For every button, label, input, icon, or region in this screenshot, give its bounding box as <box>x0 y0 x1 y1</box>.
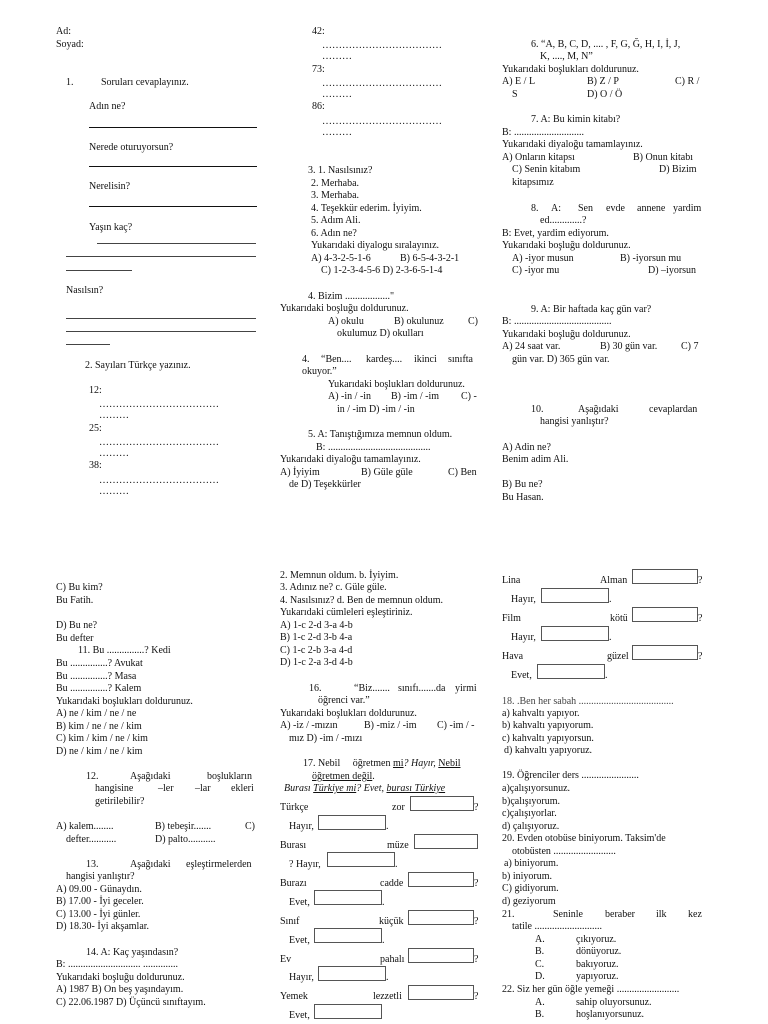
q21-option-a[interactable]: çıkıyoruz. <box>576 934 617 945</box>
q3-line: 4. Teşekkür ederim. İyiyim. <box>311 203 422 214</box>
q19-option-d[interactable]: d) çalışıyoruz. <box>502 821 560 832</box>
q13-number: 13. <box>86 859 99 870</box>
q5-answer-blank[interactable]: B: ......................................... <box>316 442 431 453</box>
fill-box[interactable] <box>314 928 382 943</box>
q1-item-where: Nerede oturuyorsun? <box>89 142 174 153</box>
q1-item-name: Adın ne? <box>89 101 126 112</box>
answer-line[interactable] <box>66 256 256 257</box>
q20-head: 20. Evden otobüse biniyorum. Taksim'de <box>502 833 666 844</box>
q10-option-a[interactable]: A) Adin ne? <box>502 442 551 453</box>
q17-text: öğretmen <box>352 758 391 769</box>
q21-number: 21. <box>502 909 515 920</box>
q3-line: 3. Merhaba. <box>311 190 360 201</box>
dotted-answer[interactable]: ……… <box>99 486 129 497</box>
q5-instruction: Yukarıdaki diyaloğu tamamlayınız. <box>280 454 421 465</box>
q4-option-c[interactable]: C) <box>468 316 478 327</box>
fill-box[interactable] <box>314 1004 382 1019</box>
period: . <box>609 632 612 643</box>
q13-text: eşleştirmelerden <box>186 859 252 870</box>
fill-box[interactable] <box>410 796 474 811</box>
q4b-option-a[interactable]: A) -in / -in <box>328 391 372 402</box>
q12-number: 12. <box>86 771 99 782</box>
q14-instruction: Yukarıdaki boşluğu doldurunuz. <box>56 972 185 983</box>
q20-option-c[interactable]: C) gidiyorum. <box>502 883 559 894</box>
q17-text: Türkiye mi <box>313 783 357 794</box>
q8-option-d[interactable]: D) –iyorsun <box>648 265 697 276</box>
q7-head: 7. A: Bu kimin kitabı? <box>531 114 621 125</box>
q11-option-b[interactable]: B) kim / ne / ne / kim <box>56 721 142 732</box>
dotted-answer[interactable]: ……… <box>322 89 352 100</box>
q17-row-adj: pahalı <box>380 954 405 965</box>
q2-num-73: 73: <box>312 64 325 75</box>
q21-option-b[interactable]: dönüyoruz. <box>576 946 622 957</box>
fill-row-adj: Alman <box>600 575 628 586</box>
q8-text: ed.............? <box>540 215 587 226</box>
q2-num-25: 25: <box>89 423 102 434</box>
q19-head: 19. Öğrenciler ders ....................... <box>502 770 639 781</box>
q3-option-b[interactable]: B) 6-5-4-3-2-1 <box>400 253 460 264</box>
q17-row-word: Ev <box>280 954 292 965</box>
q13-text: hangisi yanlıştır? <box>66 871 135 882</box>
q17-row-reply: ? Hayır, <box>289 859 321 870</box>
q21-text: kez <box>688 909 702 920</box>
q11-option-c[interactable]: C) kim / kim / ne / kim <box>56 733 148 744</box>
q18-option-a[interactable]: a) kahvaltı yapıyor. <box>502 708 580 719</box>
q3-instruction: Yukarıdaki diyalogu sıralayınız. <box>311 240 440 251</box>
q10-option-b[interactable]: B) Bu ne? <box>502 479 543 490</box>
q12-option-d[interactable]: D) palto........... <box>155 834 216 845</box>
q2-title: 2. Sayıları Türkçe yazınız. <box>85 360 191 371</box>
q3-line: 2. Merhaba. <box>311 178 360 189</box>
q17-text: burası Türkiye <box>386 783 446 794</box>
q17-row-word: Burazı <box>280 878 307 889</box>
q1-title: Soruları cevaplayınız. <box>101 77 189 88</box>
answer-line[interactable] <box>97 243 256 244</box>
q9-instruction: Yukarıdaki boşluğu doldurunuz. <box>502 329 631 340</box>
q6-option-d[interactable]: D) O / Ö <box>587 89 623 100</box>
answer-line[interactable] <box>66 318 256 319</box>
q16-text: yirmi <box>455 683 477 694</box>
q16-options-cd[interactable]: mız D) -im / -mızı <box>289 733 363 744</box>
q10-option-d: D) Bu ne? <box>56 620 98 631</box>
q13-option-d[interactable]: D) 18.30- İyi akşamlar. <box>56 921 150 932</box>
q6-head: 6. “A, B, C, D, .... , F, G, Ğ, H, I, İ, J, <box>531 39 681 50</box>
q16-text: öğrenci var.” <box>318 695 370 706</box>
q1-item-age: Yaşın kaç? <box>89 222 133 233</box>
question-mark: ? <box>474 878 479 889</box>
q12-text: Aşağıdaki <box>130 771 171 782</box>
q18-option-d[interactable]: d) kahvaltı yapıyoruz. <box>504 745 593 756</box>
period: . <box>605 670 608 681</box>
q4-head: 4. Bizim .................." <box>308 291 395 302</box>
answer-line[interactable] <box>66 331 256 332</box>
q11-head: 11. Bu ...............? Kedi <box>78 645 171 656</box>
q17-row-adj: zor <box>392 802 405 813</box>
q4b-option-b[interactable]: B) -im / -im <box>391 391 440 402</box>
q4b-options-cd[interactable]: in / -im D) -im / -in <box>337 404 415 415</box>
q15-line: 3. Adınız ne? c. Güle güle. <box>280 582 387 593</box>
q10-option-a-answer: Benim adim Ali. <box>502 454 569 465</box>
fill-box[interactable] <box>632 569 698 584</box>
q10-text: Aşağıdaki <box>578 404 619 415</box>
question-mark: ? <box>698 613 703 624</box>
fill-box[interactable] <box>408 948 474 963</box>
q22-option-b[interactable]: hoşlanıyorsunuz. <box>576 1009 645 1020</box>
q8-instruction: Yukarıdaki boşluğu doldurunuz. <box>502 240 631 251</box>
q17-row-word: Türkçe <box>280 802 309 813</box>
q21-option-d[interactable]: yapıyoruz. <box>576 971 619 982</box>
question-mark: ? <box>474 916 479 927</box>
q17-text: 17. Nebil <box>303 758 341 769</box>
q14-options-ab[interactable]: A) 1987 B) On beş yaşındayım. <box>56 984 184 995</box>
q21-text: Seninle <box>553 909 583 920</box>
q12-text: getirilebilir? <box>95 796 145 807</box>
q8-text: annene <box>637 203 666 214</box>
q8-option-a[interactable]: A) -iyor musun <box>512 253 574 264</box>
q15-option-c[interactable]: C) 1-c 2-b 3-a 4-d <box>280 645 353 656</box>
q16-instruction: Yukarıdaki boşlukları doldurunuz. <box>280 708 417 719</box>
q5-options-cd[interactable]: de D) Teşekkürler <box>289 479 361 490</box>
q21-text: tatile ........................... <box>512 921 602 932</box>
q16-option-c[interactable]: C) -im / - <box>437 720 475 731</box>
q4b-text: okuyor.” <box>302 366 337 377</box>
fill-box[interactable] <box>414 834 478 849</box>
q10-option-b-answer: Bu Hasan. <box>502 492 544 503</box>
q1-item-how: Nasılsın? <box>66 285 104 296</box>
q11-instruction: Yukarıdaki boşlukları doldurunuz. <box>56 696 193 707</box>
q15-line: 2. Memnun oldum. b. İyiyim. <box>280 570 399 581</box>
q11-line: Bu ...............? Kalem <box>56 683 142 694</box>
q11-line: Bu ...............? Avukat <box>56 658 143 669</box>
q17-row-reply: Evet, <box>289 1010 310 1021</box>
fill-box[interactable] <box>408 872 474 887</box>
name-label: Ad: <box>56 26 71 37</box>
q5-head: 5. A: Tanıştığımıza memnun oldum. <box>308 429 453 440</box>
q16-number: 16. <box>309 683 322 694</box>
q17-text: ? Evet, <box>356 783 384 794</box>
q3-option-a[interactable]: A) 4-3-2-5-1-6 <box>311 253 371 264</box>
q16-text: sınıfı.......da <box>398 683 446 694</box>
question-mark: ? <box>474 991 479 1002</box>
dotted-answer[interactable]: ……………………………… <box>99 437 219 448</box>
q8-option-c[interactable]: C) -iyor mu <box>512 265 560 276</box>
dotted-answer[interactable]: ……… <box>99 410 129 421</box>
q20-head-cont: otobüsten ......................... <box>512 846 616 857</box>
q8-text: yardim <box>673 203 702 214</box>
fill-box[interactable] <box>318 966 386 981</box>
q13-option-a[interactable]: A) 09.00 - Günaydın. <box>56 884 142 895</box>
period: . <box>382 935 385 946</box>
q10-option-d-answer: Bu defter <box>56 633 94 644</box>
q21-text: ilk <box>656 909 667 920</box>
q12-text: –ler <box>158 783 174 794</box>
q7-answer-blank[interactable]: B: ............................ <box>502 127 584 138</box>
q11-line: Bu ...............? Masa <box>56 671 137 682</box>
fill-row-word: Lina <box>502 575 521 586</box>
q13-option-b[interactable]: B) 17.00 - İyi geceler. <box>56 896 144 907</box>
dotted-answer[interactable]: ……………………………… <box>322 116 442 127</box>
q12-option-b[interactable]: B) tebeşir....... <box>155 821 212 832</box>
period: . <box>395 859 398 870</box>
fill-row-adj: güzel <box>607 651 629 662</box>
q3-line: 5. Adım Ali. <box>311 215 361 226</box>
answer-line[interactable] <box>66 270 132 271</box>
q8-text: A: <box>551 203 561 214</box>
fill-box[interactable] <box>408 985 474 1000</box>
q8-option-b[interactable]: B) -iyorsun mu <box>620 253 682 264</box>
q17-row-reply: Evet, <box>289 935 310 946</box>
q4b-text: “Ben.... <box>321 354 352 365</box>
q17-row-adj: lezzetli <box>373 991 402 1002</box>
q16-option-a[interactable]: A) -iz / -mızın <box>280 720 338 731</box>
q1-item-from: Nerelisin? <box>89 181 131 192</box>
q15-option-d[interactable]: D) 1-c 2-a 3-d 4-b <box>280 657 353 668</box>
q15-option-a[interactable]: A) 1-c 2-d 3-a 4-b <box>280 620 353 631</box>
fill-box[interactable] <box>408 910 474 925</box>
q20-option-d[interactable]: d) geziyorum <box>502 896 556 907</box>
q17-row-reply: Hayır, <box>289 972 314 983</box>
q5-option-b[interactable]: B) Güle güle <box>361 467 413 478</box>
q17-text: Burası <box>284 783 311 794</box>
q5-option-c[interactable]: C) Ben <box>448 467 477 478</box>
q6-instruction: Yukarıdaki boşlukları doldurunuz. <box>502 64 639 75</box>
dotted-answer[interactable]: ……… <box>99 448 129 459</box>
q10-text: hangisi yanlıştır? <box>540 416 609 427</box>
q12-text: boşlukların <box>207 771 252 782</box>
q6-option-b[interactable]: B) Z / P <box>587 76 619 87</box>
q3-options-cd[interactable]: C) 1-2-3-4-5-6 D) 2-3-6-5-1-4 <box>321 265 443 276</box>
fill-row-reply: Evet, <box>511 670 532 681</box>
q6-head-cont: K, ...., M, N” <box>540 51 593 62</box>
q4b-number: 4. <box>302 354 310 365</box>
q12-text: –lar <box>195 783 211 794</box>
answer-line[interactable] <box>89 166 257 167</box>
q6-option-a[interactable]: A) E / L <box>502 76 536 87</box>
q17-text: . <box>372 771 375 782</box>
q16-option-b[interactable]: B) -miz / -im <box>364 720 417 731</box>
q17-line2 <box>312 771 375 784</box>
answer-line[interactable] <box>66 344 110 345</box>
dotted-answer[interactable]: ……………………………… <box>99 475 219 486</box>
period: . <box>386 821 389 832</box>
q18-option-c[interactable]: c) kahvaltı yapıyorsun. <box>502 733 594 744</box>
q2-num-38: 38: <box>89 460 102 471</box>
fill-box[interactable] <box>314 890 382 905</box>
q8-answer: B: Evet, yardim ediyorum. <box>502 228 609 239</box>
q17-line1 <box>303 758 461 771</box>
q14-options-cd[interactable]: C) 22.06.1987 D) Üçüncü sınıftayım. <box>56 997 206 1008</box>
q19-option-c[interactable]: c)çalışıyorlar. <box>502 808 557 819</box>
q12-option-c[interactable]: C) <box>245 821 255 832</box>
q17-row-adj: küçük <box>379 916 404 927</box>
q1-number: 1. <box>66 77 74 88</box>
fill-row-reply: Hayır, <box>511 594 536 605</box>
q2-num-86: 86: <box>312 101 325 112</box>
q12-text: ekleri <box>231 783 254 794</box>
q17-row-word: Yemek <box>280 991 308 1002</box>
q7-option-d[interactable]: D) Bizim <box>659 164 697 175</box>
dotted-answer[interactable]: ……………………………… <box>99 399 219 410</box>
q19-option-b[interactable]: b)çalışıyorum. <box>502 796 561 807</box>
q17-row-reply: Evet, <box>289 897 310 908</box>
q21-option-letter: A. <box>535 934 545 945</box>
q17-row-word: Burası <box>280 840 307 851</box>
q12-option-c-text[interactable]: defter........... <box>66 834 117 845</box>
fill-box[interactable] <box>632 607 698 622</box>
q10-option-c-answer: Bu Fatih. <box>56 595 94 606</box>
q17-row-adj: müze <box>387 840 409 851</box>
q7-option-a[interactable]: A) Onların kitapsı <box>502 152 575 163</box>
q7-instruction: Yukarıdaki diyaloğu tamamlayınız. <box>502 139 643 150</box>
q22-head: 22. Siz her gün öğle yemeği ......................... <box>502 984 680 995</box>
q20-option-a[interactable]: a) biniyorum. <box>504 858 559 869</box>
q7-option-d-cont[interactable]: kitapsımız <box>512 177 554 188</box>
q15-line: 4. Nasılsınız? d. Ben de memnun oldum. <box>280 595 444 606</box>
q17-text: mi <box>392 758 404 769</box>
q22-option-a[interactable]: sahip oluyorsunuz. <box>576 997 652 1008</box>
q17-line3 <box>284 783 445 796</box>
fill-box[interactable] <box>541 588 609 603</box>
fill-box[interactable] <box>537 664 605 679</box>
q9-option-b[interactable]: B) 30 gün var. <box>600 341 658 352</box>
fill-row-word: Film <box>502 613 521 624</box>
q9-option-c[interactable]: C) 7 <box>681 341 699 352</box>
q21-text: beraber <box>605 909 635 920</box>
q17-text: ? Hayır, <box>403 758 436 769</box>
q8-text: evde <box>606 203 625 214</box>
q14-head: 14. A: Kaç yaşındasın? <box>86 947 179 958</box>
q17-text: öğretmen değil <box>312 771 373 782</box>
question-mark: ? <box>474 954 479 965</box>
question-mark: ? <box>474 802 479 813</box>
q10-number: 10. <box>531 404 544 415</box>
period: . <box>382 897 385 908</box>
q22-option-letter: A. <box>535 997 545 1008</box>
q9-answer-blank[interactable]: B: ....................................... <box>502 316 612 327</box>
dotted-answer[interactable]: ……………………………… <box>322 78 442 89</box>
fill-row-reply: Hayır, <box>511 632 536 643</box>
q2-num-12: 12: <box>89 385 102 396</box>
q4-option-b[interactable]: B) okulunuz <box>394 316 444 327</box>
q21-option-letter: B. <box>535 946 545 957</box>
q4b-option-c[interactable]: C) - <box>461 391 477 402</box>
fill-row-adj: kötü <box>610 613 628 624</box>
q7-option-b[interactable]: B) Onun kitabı <box>633 152 693 163</box>
surname-label: Soyad: <box>56 39 84 50</box>
q9-options-cd[interactable]: gün var. D) 365 gün var. <box>512 354 610 365</box>
q4b-instruction: Yukarıdaki boşlukları doldurunuz. <box>328 379 465 390</box>
answer-line[interactable] <box>89 206 257 207</box>
q21-option-c[interactable]: bakıyoruz. <box>576 959 619 970</box>
q17-text: Nebil <box>438 758 461 769</box>
q19-option-a[interactable]: a)çalışıyorsunuz. <box>502 783 571 794</box>
q13-option-c[interactable]: C) 13.00 - İyi günler. <box>56 909 141 920</box>
q4-instruction: Yukarıdaki boşluğu doldurunuz. <box>280 303 409 314</box>
q3-line: 6. Adın ne? <box>311 228 357 239</box>
q5-option-a[interactable]: A) İyiyim <box>280 467 320 478</box>
answer-line[interactable] <box>89 127 257 128</box>
q9-head: 9. A: Bir haftada kaç gün var? <box>531 304 652 315</box>
fill-row-word: Hava <box>502 651 524 662</box>
q18-head: 18. .Ben her sabah ...................................... <box>502 696 674 707</box>
question-mark: ? <box>698 575 703 586</box>
q17-row-reply: Hayır, <box>289 821 314 832</box>
q10-text: cevaplardan <box>649 404 698 415</box>
q18-option-b[interactable]: b) kahvaltı yapıyorum. <box>502 720 594 731</box>
fill-box[interactable] <box>318 815 386 830</box>
q21-option-letter: C. <box>535 959 545 970</box>
q21-option-letter: D. <box>535 971 545 982</box>
q20-option-b[interactable]: b) iniyorum. <box>502 871 552 882</box>
q13-text: Aşağıdaki <box>130 859 171 870</box>
q17-row-word: Sınıf <box>280 916 300 927</box>
q4-option-a[interactable]: A) okulu <box>328 316 364 327</box>
question-mark: ? <box>698 651 703 662</box>
q6-option-c[interactable]: C) R / <box>675 76 700 87</box>
q14-answer-blank[interactable]: B: ............................. .............. <box>56 959 178 970</box>
q12-option-a[interactable]: A) kalem........ <box>56 821 114 832</box>
q11-option-d[interactable]: D) ne / kim / ne / kim <box>56 746 143 757</box>
fill-box[interactable] <box>632 645 698 660</box>
fill-box[interactable] <box>327 852 395 867</box>
dotted-answer[interactable]: ……………………………… <box>322 40 442 51</box>
q16-text: “Biz....... <box>354 683 390 694</box>
q10-option-c: C) Bu kim? <box>56 582 103 593</box>
dotted-answer[interactable]: ……… <box>322 51 352 62</box>
q6-option-c-cont[interactable]: S <box>512 89 518 100</box>
q8-text: Sen <box>578 203 593 214</box>
fill-box[interactable] <box>541 626 609 641</box>
q8-number: 8. <box>531 203 539 214</box>
q15-instruction: Yukarıdaki cümleleri eşleştiriniz. <box>280 607 413 618</box>
dotted-answer[interactable]: ……… <box>322 127 352 138</box>
q15-option-b[interactable]: B) 1-c 2-d 3-b 4-a <box>280 632 353 643</box>
q4b-text: ikinci <box>414 354 437 365</box>
q7-option-c[interactable]: C) Senin kitabım <box>512 164 581 175</box>
q12-text: hangisine <box>95 783 134 794</box>
q4b-text: kardeş.... <box>366 354 403 365</box>
q11-option-a[interactable]: A) ne / kim / ne / ne <box>56 708 137 719</box>
q9-option-a[interactable]: A) 24 saat var. <box>502 341 561 352</box>
q17-row-adj: cadde <box>380 878 404 889</box>
q4b-text: sınıfta <box>448 354 473 365</box>
q2-num-42: 42: <box>312 26 325 37</box>
q4-options-cd[interactable]: okulumuz D) okulları <box>337 328 424 339</box>
q3-line: 3. 1. Nasılsınız? <box>308 165 373 176</box>
period: . <box>609 594 612 605</box>
q22-option-letter: B. <box>535 1009 545 1020</box>
period: . <box>386 972 389 983</box>
